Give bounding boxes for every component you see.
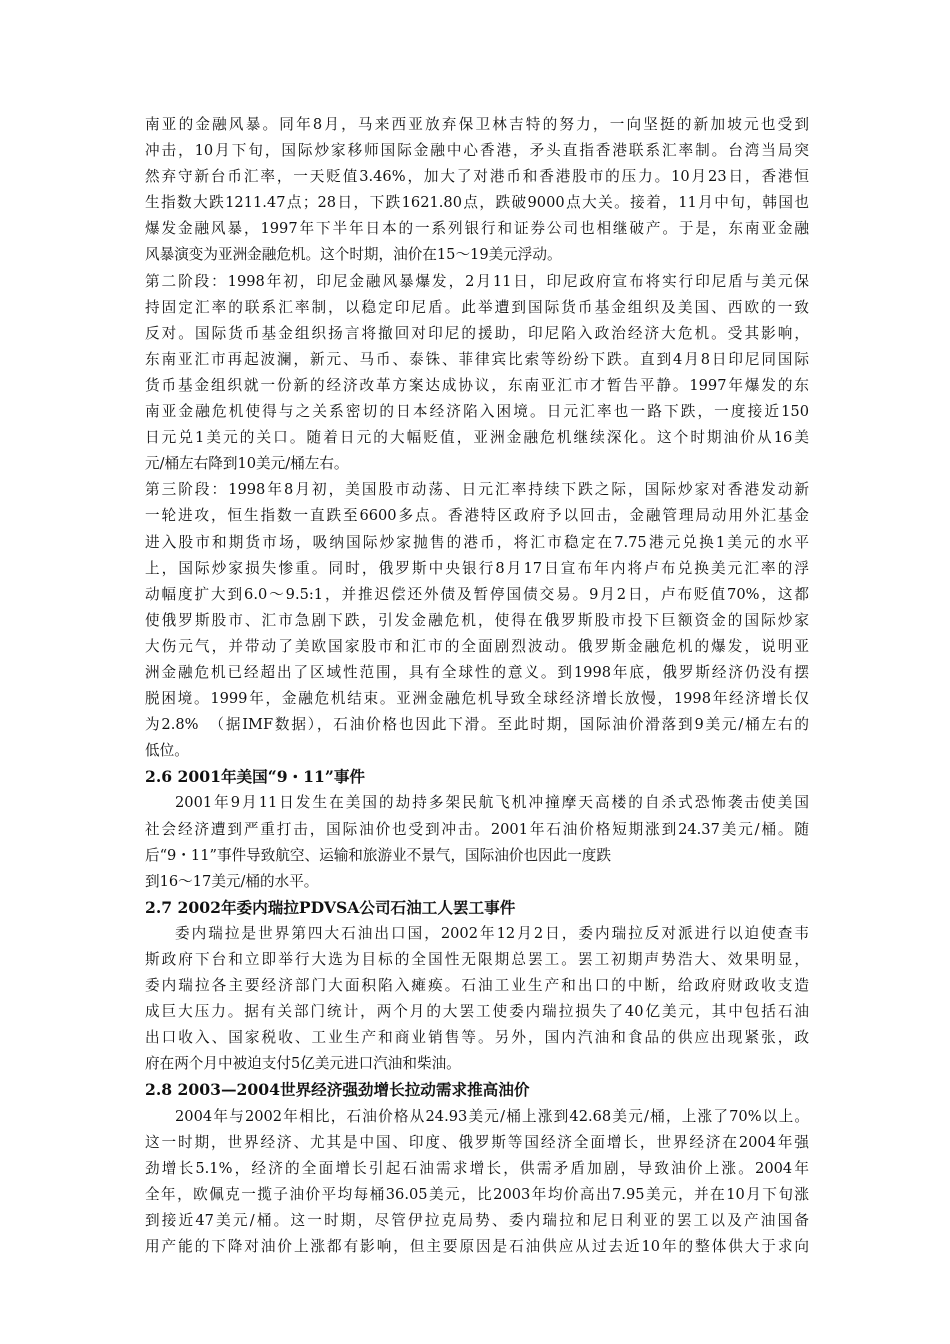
text-line: 后“9・11”事件导致航空、运输和旅游业不景气，国际油价也因此一度跌: [145, 846, 611, 864]
section-heading-2-7: 2.7 2002年委内瑞拉PDVSA公司石油工人罢工事件: [145, 897, 516, 917]
text-line: 元/桶左右降到10美元/桶左右。: [145, 455, 349, 473]
text-line: 动幅度扩大到6.0～9.5:1，并推迟偿还外债及暂停国债交易。9月2日，卢布贬值70%，这都: [145, 585, 809, 603]
text-line: 府在两个月中被迫支付5亿美元进口汽油和柴油。: [145, 1055, 461, 1073]
crisis-stage1-paragraph: [145, 112, 809, 269]
text-line: 大伤元气，并带动了美欧国家股市和汇市的全面剧烈波动。俄罗斯金融危机的爆发，说明亚: [145, 637, 809, 655]
text-line: 到接近47美元/桶。这一时期，尽管伊拉克局势、委内瑞拉和尼日利亚的罢工以及产油国备: [145, 1211, 809, 1229]
text-line: 低位。: [145, 742, 189, 760]
text-line: 这一时期，世界经济、尤其是中国、印度、俄罗斯等国经济全面增长，世界经济在2004年强: [145, 1133, 809, 1151]
text-line: 上，国际炒家损失惨重。同时，俄罗斯中央银行8月17日宣布年内将卢布兑换美元汇率的浮: [145, 559, 809, 577]
text-line: 爆发金融风暴，1997年下半年日本的一系列银行和证券公司也相继破产。于是，东南亚金融: [145, 220, 809, 238]
text-line: 委内瑞拉各主要经济部门大面积陷入瘫痪。石油工业生产和出口的中断，给政府财政收支造: [145, 977, 809, 995]
text-line: 生指数大跌1211.47点；28日，下跌1621.80点，跌破9000点大关。接着，11月中旬，韩国也: [145, 194, 809, 212]
section-2-6-paragraph: [145, 790, 809, 894]
text-line: 为2.8% （据IMF数据），石油价格也因此下滑。至此时期，国际油价滑落到9美元/桶左右的: [145, 716, 809, 734]
text-line: 一轮进攻，恒生指数一直跌至6600多点。香港特区政府予以回击，金融管理局动用外汇基金: [145, 507, 809, 525]
text-line: 劲增长5.1%，经济的全面增长引起石油需求增长，供需矛盾加剧，导致油价上涨。2004年: [145, 1159, 809, 1177]
text-line: 第二阶段：1998年初，印尼金融风暴爆发，2月11日，印尼政府宣布将实行印尼盾与美元保: [145, 272, 809, 290]
text-line: 货币基金组织就一份新的经济改革方案达成协议，东南亚汇市才暂告平静。1997年爆发的东: [145, 376, 809, 394]
text-line: 南亚的金融风暴。同年8月，马来西亚放弃保卫林吉特的努力，一向坚挺的新加坡元也受到: [145, 116, 809, 133]
text-line: 出口收入、国家税收、工业生产和商业销售等。另外，国内汽油和食品的供应出现紧张，政: [145, 1029, 809, 1047]
text-line: 持固定汇率的联系汇率制，以稳定印尼盾。此举遭到国际货币基金组织及美国、西欧的一致: [145, 298, 809, 316]
section-2-8-paragraph: [145, 1104, 809, 1261]
text-line: 到16～17美元/桶的水平。: [145, 872, 319, 890]
text-line: 使俄罗斯股市、汇市急剧下跌，引发金融危机，使得在俄罗斯股市投下巨额资金的国际炒家: [145, 611, 809, 629]
section-heading-2-6: 2.6 2001年美国“9・11”事件: [145, 767, 366, 787]
text-line: 成巨大压力。据有关部门统计，两个月的大罢工使委内瑞拉损失了40亿美元，其中包括石油: [145, 1003, 809, 1021]
text-line: 2004年与2002年相比，石油价格从24.93美元/桶上涨到42.68美元/桶，上涨了70%以上。: [175, 1107, 809, 1125]
text-line: 第三阶段：1998年8月初，美国股市动荡、日元汇率持续下跌之际，国际炒家对香港发动新: [145, 481, 809, 499]
text-line: 2001年9月11日发生在美国的劫持多架民航飞机冲撞摩天高楼的自杀式恐怖袭击使美国: [175, 794, 809, 812]
text-line: 斯政府下台和立即举行大选为目标的全国性无限期总罢工。罢工初期声势浩大、效果明显，: [145, 951, 809, 968]
text-line: 冲击，10月下旬，国际炒家移师国际金融中心香港，矛头直指香港联系汇率制。台湾当局突: [145, 142, 809, 160]
text-line: 洲金融危机已经超出了区域性范围，具有全球性的意义。到1998年底，俄罗斯经济仍没有摆: [145, 663, 809, 681]
crisis-stage2-paragraph: [145, 269, 809, 478]
text-line: 全年，欧佩克一揽子油价平均每桶36.05美元，比2003年均价高出7.95美元，并在10月下旬涨: [145, 1185, 809, 1203]
section-2-7-paragraph: [145, 921, 809, 1078]
text-line: 进入股市和期货市场，吸纳国际炒家抛售的港币，将汇市稳定在7.75港元兑换1美元的水平: [145, 533, 809, 551]
text-line: 社会经济遭到严重打击，国际油价也受到冲击。2001年石油价格短期涨到24.37美元/桶。随: [145, 820, 809, 838]
text-line: 委内瑞拉是世界第四大石油出口国，2002年12月2日，委内瑞拉反对派进行以迫使查韦: [175, 924, 809, 942]
text-line: 南亚金融危机使得与之关系密切的日本经济陷入困境。日元汇率也一路下跌，一度接近150: [145, 403, 809, 421]
text-line: 然弃守新台币汇率，一天贬值3.46%，加大了对港币和香港股市的压力。10月23日，香港恒: [145, 168, 809, 186]
text-line: 日元兑1美元的关口。随着日元的大幅贬值，亚洲金融危机继续深化。这个时期油价从16美: [145, 429, 809, 447]
text-line: 风暴演变为亚洲金融危机。这个时期，油价在15～19美元浮动。: [145, 246, 562, 264]
text-line: 脱困境。1999年，金融危机结束。亚洲金融危机导致全球经济增长放慢，1998年经济增长仅: [145, 690, 809, 708]
crisis-stage3-paragraph: [145, 477, 809, 764]
text-line: 反对。国际货币基金组织扬言将撤回对印尼的援助，印尼陷入政治经济大危机。受其影响，: [145, 324, 809, 342]
text-line: 用产能的下降对油价上涨都有影响，但主要原因是石油供应从过去近10年的整体供大于求向: [145, 1238, 809, 1256]
text-line: 东南亚汇市再起波澜，新元、马币、泰铢、菲律宾比索等纷纷下跌。直到4月8日印尼同国际: [145, 350, 809, 368]
section-heading-2-8: 2.8 2003—2004世界经济强劲增长拉动需求推高油价: [145, 1080, 530, 1100]
document-page: [145, 112, 809, 1260]
